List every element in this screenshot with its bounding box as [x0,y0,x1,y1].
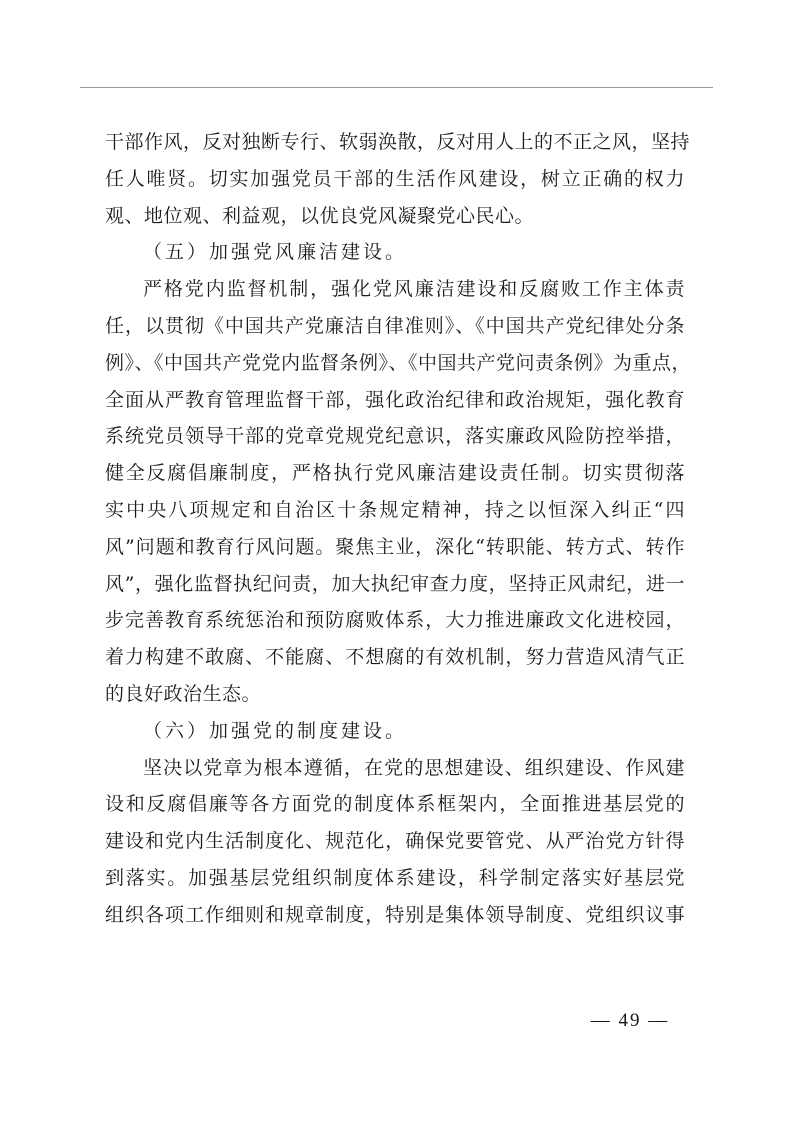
body-line: 步完善教育系统惩治和预防腐败体系，大力推进廉政文化进校园， [105,609,685,632]
body-line: 任，以贯彻《中国共产党廉洁自律准则》、《中国共产党纪律处分条 [105,314,685,337]
body-line: 到落实。加强基层党组织制度体系建设，科学制定落实好基层党 [105,866,685,889]
body-line: 实中央八项规定和自治区十条规定精神，持之以恒深入纠正“四 [105,498,685,521]
body-line: 设和反腐倡廉等各方面党的制度体系框架内，全面推进基层党的 [105,793,685,816]
body-line: 风”，强化监督执纪问责，加大执纪审查力度，坚持正风肃纪，进一 [105,572,685,595]
body-line: 建设和党内生活制度化、规范化，确保党要管党、从严治党方针得 [105,830,685,853]
body-line: 风”问题和教育行风问题。聚焦主业，深化“转职能、转方式、转作 [105,535,685,558]
body-line: 的良好政治生态。 [105,682,262,705]
body-line: 组织各项工作细则和规章制度，特别是集体领导制度、党组织议事 [105,903,685,926]
body-line: 观、地位观、利益观，以优良党风凝聚党心民心。 [105,204,535,227]
page-number: — 49 — [590,1010,670,1031]
body-line: 干部作风，反对独断专行、软弱涣散，反对用人上的不正之风，坚持 [105,131,691,153]
body-line: 着力构建不敢腐、不能腐、不想腐的有效机制，努力营造风清气正 [105,646,685,669]
body-line: 健全反腐倡廉制度，严格执行党风廉洁建设责任制。切实贯彻落 [105,462,685,485]
section-heading-6: （六）加强党的制度建设。 [143,719,408,742]
header-rule [80,87,713,88]
paragraph-first-line: 坚决以党章为根本遵循，在党的思想建设、组织建设、作风建 [143,756,685,779]
body-line: 系统党员领导干部的党章党规党纪意识，落实廉政风险防控举措， [105,425,685,448]
body-line: 任人唯贤。切实加强党员干部的生活作风建设，树立正确的权力 [105,167,685,190]
body-line: 例》、《中国共产党党内监督条例》、《中国共产党问责条例》为重点， [105,351,692,374]
body-line: 全面从严教育管理监督干部，强化政治纪律和政治规矩，强化教育 [105,388,685,411]
paragraph-first-line: 严格党内监督机制，强化党风廉洁建设和反腐败工作主体责 [143,278,685,301]
document-body [105,124,692,934]
section-heading-5: （五）加强党风廉洁建设。 [143,241,408,264]
